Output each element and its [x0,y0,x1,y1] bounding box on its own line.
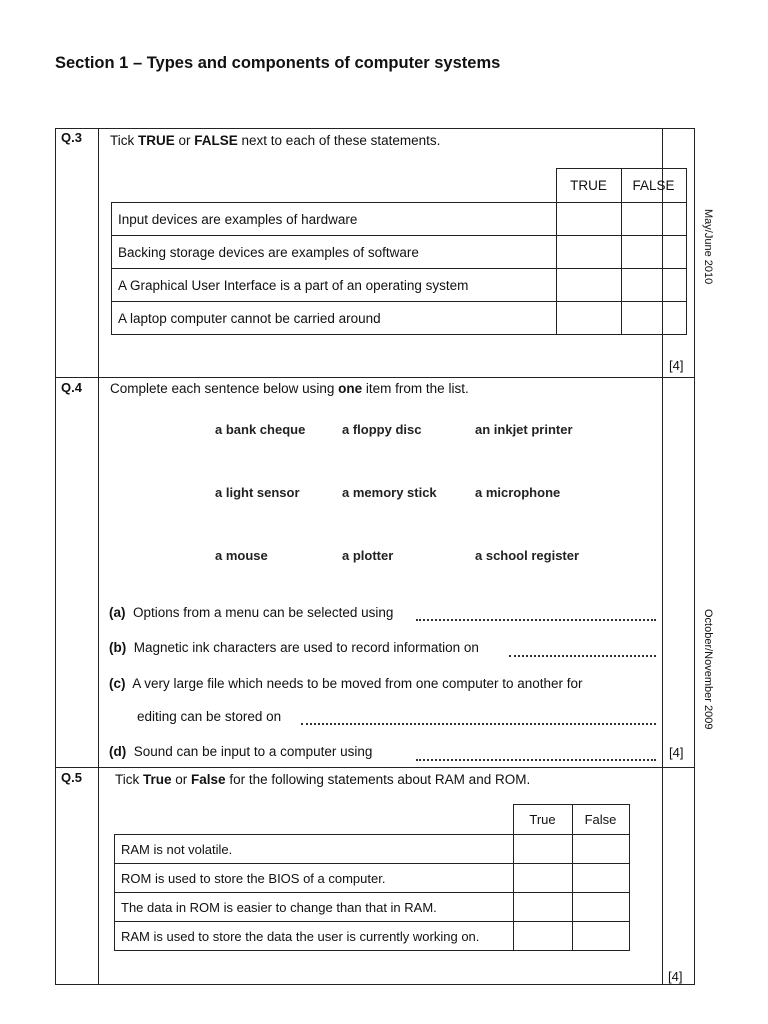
q3-table [111,168,687,335]
q4-part-c-continued: editing can be stored on [137,709,282,724]
q3-false-cell[interactable] [621,269,686,302]
q3-instruction: Tick TRUE or FALSE next to each of these statements. [110,133,441,148]
q3-false-cell[interactable] [621,203,686,236]
q5-instruction: Tick True or False for the following statements about RAM and ROM. [115,772,531,787]
q3-true-cell[interactable] [556,236,621,269]
q5-marks: [4] [668,969,683,984]
word-option: a floppy disc [342,422,422,437]
q4-instruction: Complete each sentence below using one item from the list. [110,381,469,396]
q4-q5-divider [55,767,695,768]
word-option: a bank cheque [215,422,306,437]
word-option: a mouse [215,548,268,563]
q3-true-cell[interactable] [556,203,621,236]
answer-line-b[interactable] [509,655,656,657]
q4-part-c: (c) A very large file which needs to be moved from one computer to another for [109,676,583,691]
q4-session-label: October/November 2009 [702,609,714,730]
q5-false-cell[interactable] [572,864,629,893]
q4-part-d: (d) Sound can be input to a computer using [109,744,373,759]
q3-q4-divider [55,377,695,378]
q5-true-cell[interactable] [513,864,572,893]
answer-line-a[interactable] [416,619,656,621]
q3-number: Q.3 [61,130,82,145]
q3-false-cell[interactable] [621,236,686,269]
word-option: a plotter [342,548,394,563]
q4-part-a: (a) Options from a menu can be selected using [109,605,394,620]
q5-table [114,804,630,951]
q5-false-cell[interactable] [572,893,629,922]
section-title: Section 1 – Types and components of computer systems [55,54,501,72]
q4-marks: [4] [669,745,684,760]
q5-true-cell[interactable] [513,835,572,864]
q3-header-false: FALSE [621,169,686,203]
word-option: a memory stick [342,485,437,500]
q3-statement: A laptop computer cannot be carried around [112,302,557,335]
q3-marks: [4] [669,358,684,373]
q5-number: Q.5 [61,770,82,785]
q5-false-cell[interactable] [572,835,629,864]
q3-true-cell[interactable] [556,302,621,335]
q5-true-cell[interactable] [513,893,572,922]
q5-statement: The data in ROM is easier to change than that in RAM. [115,893,514,922]
q5-statement: ROM is used to store the BIOS of a computer. [115,864,514,893]
q5-statement: RAM is not volatile. [115,835,514,864]
answer-line-d[interactable] [416,759,656,761]
q3-true-cell[interactable] [556,269,621,302]
q3-session-label: May/June 2010 [702,209,714,285]
q3-statement: A Graphical User Interface is a part of an operating system [112,269,557,302]
q3-statement: Backing storage devices are examples of software [112,236,557,269]
q5-false-cell[interactable] [572,922,629,951]
q5-statement: RAM is used to store the data the user is currently working on. [115,922,514,951]
q5-header-false: False [572,805,629,835]
word-option: a microphone [475,485,561,500]
question-number-divider [98,128,99,985]
q5-true-cell[interactable] [513,922,572,951]
q3-statement: Input devices are examples of hardware [112,203,557,236]
word-option: a school register [475,548,580,563]
word-option: a light sensor [215,485,300,500]
word-option: an inkjet printer [475,422,573,437]
q4-part-b: (b) Magnetic ink characters are used to record information on [109,640,479,655]
q4-number: Q.4 [61,380,82,395]
q3-header-true: TRUE [556,169,621,203]
answer-line-c[interactable] [301,723,656,725]
q3-false-cell[interactable] [621,302,686,335]
q5-header-true: True [513,805,572,835]
